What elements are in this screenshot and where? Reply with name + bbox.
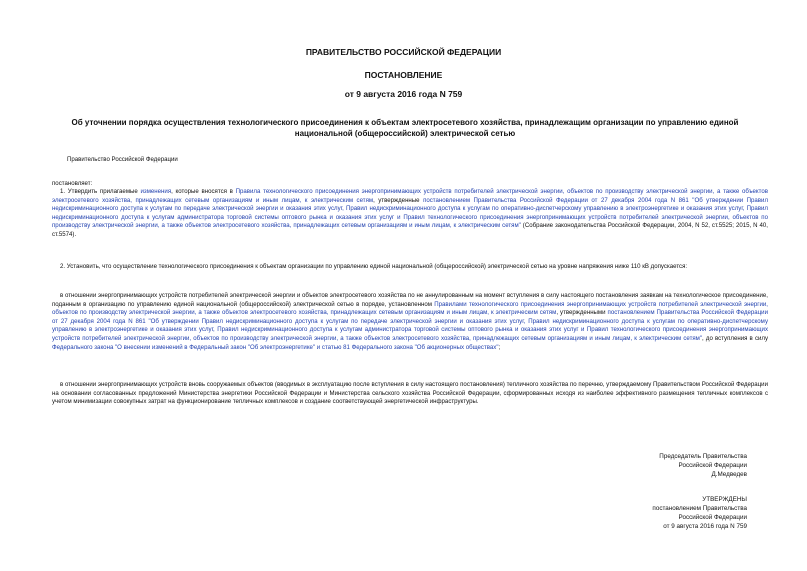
paragraph-1-text-a: 1. Утвердить прилагаемые (60, 188, 141, 195)
connection-rules-link-2[interactable]: Правилами технологического присоединения энергопринимающих устройств потребителей электрической энергии, объектов по производству электрической энергии, а также объектов электросетевого хозяйства, принадлежащих сетевым организациям и иным лицам, к электрическим сетям (52, 300, 768, 317)
resolution-861-link-2[interactable]: постановлением Правительства Российской Федерации от 27 декабря 2004 года N 861 "Об утверждении Правил недискриминационного доступа к услугам по передаче электрической энергии и оказания этих услуг, Правил недискриминационного доступа к услугам по оперативно-диспетчерскому управлению в электроэнергетике и оказания этих услуг, Правил недискриминационного доступа к услугам администратора торговой системы оптового рынка и оказания этих услуг и Правил технологического присоединения энергопринимающих устройств потребителей электрической энергии, объектов по производству электрической энергии, а также объектов электросетевого хозяйства, принадлежащих сетевым организациям и иным лицам, к электрическим сетям" (52, 309, 768, 342)
paragraph-3-text-a: в отношении энергопринимающих устройств потребителей электрической энергии и объектов электросетевого хозяйства по не аннулированным на момент вступления в силу настоящего постановления заявкам на технологическое присоединение, поданным в организацию по управлению единой национальной (общероссийской) электрической сетью в порядке, установленном (52, 292, 768, 308)
signature-block (659, 452, 747, 479)
approval-line-2: постановлением Правительства (652, 505, 747, 512)
paragraph-1 (52, 188, 768, 240)
paragraph-3 (52, 292, 768, 352)
signature-name: Д.Медведев (711, 471, 747, 478)
document-type: ПОСТАНОВЛЕНИЕ (364, 70, 443, 80)
signature-position: Председатель Правительства (659, 453, 747, 460)
resolution-861-link[interactable]: постановлением Правительства Российской Федерации от 27 декабря 2004 года N 861 "Об утверждении Правил недискриминационного доступа к услугам по передаче электрической энергии и оказания этих услуг, Правил недискриминационного доступа к услугам по оперативно-диспетчерскому управлению в электроэнергетике и оказания этих услуг, Правил недискриминационного доступа к услугам администратора торговой системы оптового рынка и оказания этих услуг и Правил технологического присоединения энергопринимающих устройств потребителей электрической энергии, объектов по производству электрической энергии, а также объектов электросетевого хозяйства, принадлежащих сетевым организациям и иным лицам, к электрическим сетям" (52, 196, 769, 230)
paragraph-4: в отношении энергопринимающих устройств вновь сооружаемых объектов (вводимых в эксплуатацию после вступления в силу настоящего постановления) тепличного хозяйства по перечню, утверждаемому Правительством Российской Федерации на основании согласованных предложений Министерства энергетики Российской Федерации и Министерства сельского хозяйства Российской Федерации, сформированных исходя из наиболее эффективного размещения тепличных комплексов с учетом минимизации совокупных затрат на функционирование тепличных комплексов и создание соответствующей энергетической инфраструктуры. (52, 381, 768, 406)
paragraph-3-text-b: , утвержденными (556, 309, 608, 317)
amendments-link[interactable]: изменения (140, 188, 172, 195)
paragraph-3-text-d: ; (498, 343, 501, 351)
document-date-number: от 9 августа 2016 года N 759 (344, 89, 463, 99)
decree-word: постановляет: (52, 180, 93, 187)
approval-block (652, 495, 747, 531)
paragraph-1-text-d: (Собрание законодательства Российской Федерации, 2004, N 52, ст.5525; 2015, N 40, ст.5574). (52, 222, 768, 238)
document-title: Об уточнении порядка осуществления технологического присоединения к объектам электросетевого хозяйства, принадлежащим организации по управлению единой национальной (общероссийской) электрической сетью (71, 118, 739, 138)
paragraph-1-text-c: , утвержденные (373, 196, 424, 204)
approval-heading: УТВЕРЖДЕНЫ (702, 496, 747, 503)
approval-line-3: Российской Федерации (678, 514, 747, 521)
signature-country: Российской Федерации (678, 462, 747, 469)
intro-line: Правительство Российской Федерации (67, 156, 178, 163)
approval-line-4: от 9 августа 2016 года N 759 (663, 523, 747, 530)
connection-rules-link[interactable]: Правила технологического присоединения энергопринимающих устройств потребителей электрической энергии, объектов по производству электрической энергии, а также объектов электросетевого хозяйства, принадлежащих сетевым организациям и иным лицам, к электрическим сетям (52, 188, 769, 204)
paragraph-1-text-b: , которые вносятся в (171, 188, 236, 195)
paragraph-2: 2. Установить, что осуществление технологического присоединения к объектам организации по управлению единой национальной (общероссийской) электрической сетью на уровне напряжения ниже 110 кВ допускается: (60, 263, 688, 270)
federal-law-link[interactable]: Федерального закона "О внесении изменений в Федеральный закон "Об электроэнергетике" и статью 81 Федерального закона "Об акционерных обществах" (52, 343, 499, 351)
paragraph-3-text-c: , до вступления в силу (702, 334, 768, 342)
issuing-authority: ПРАВИТЕЛЬСТВО РОССИЙСКОЙ ФЕДЕРАЦИИ (305, 47, 502, 57)
